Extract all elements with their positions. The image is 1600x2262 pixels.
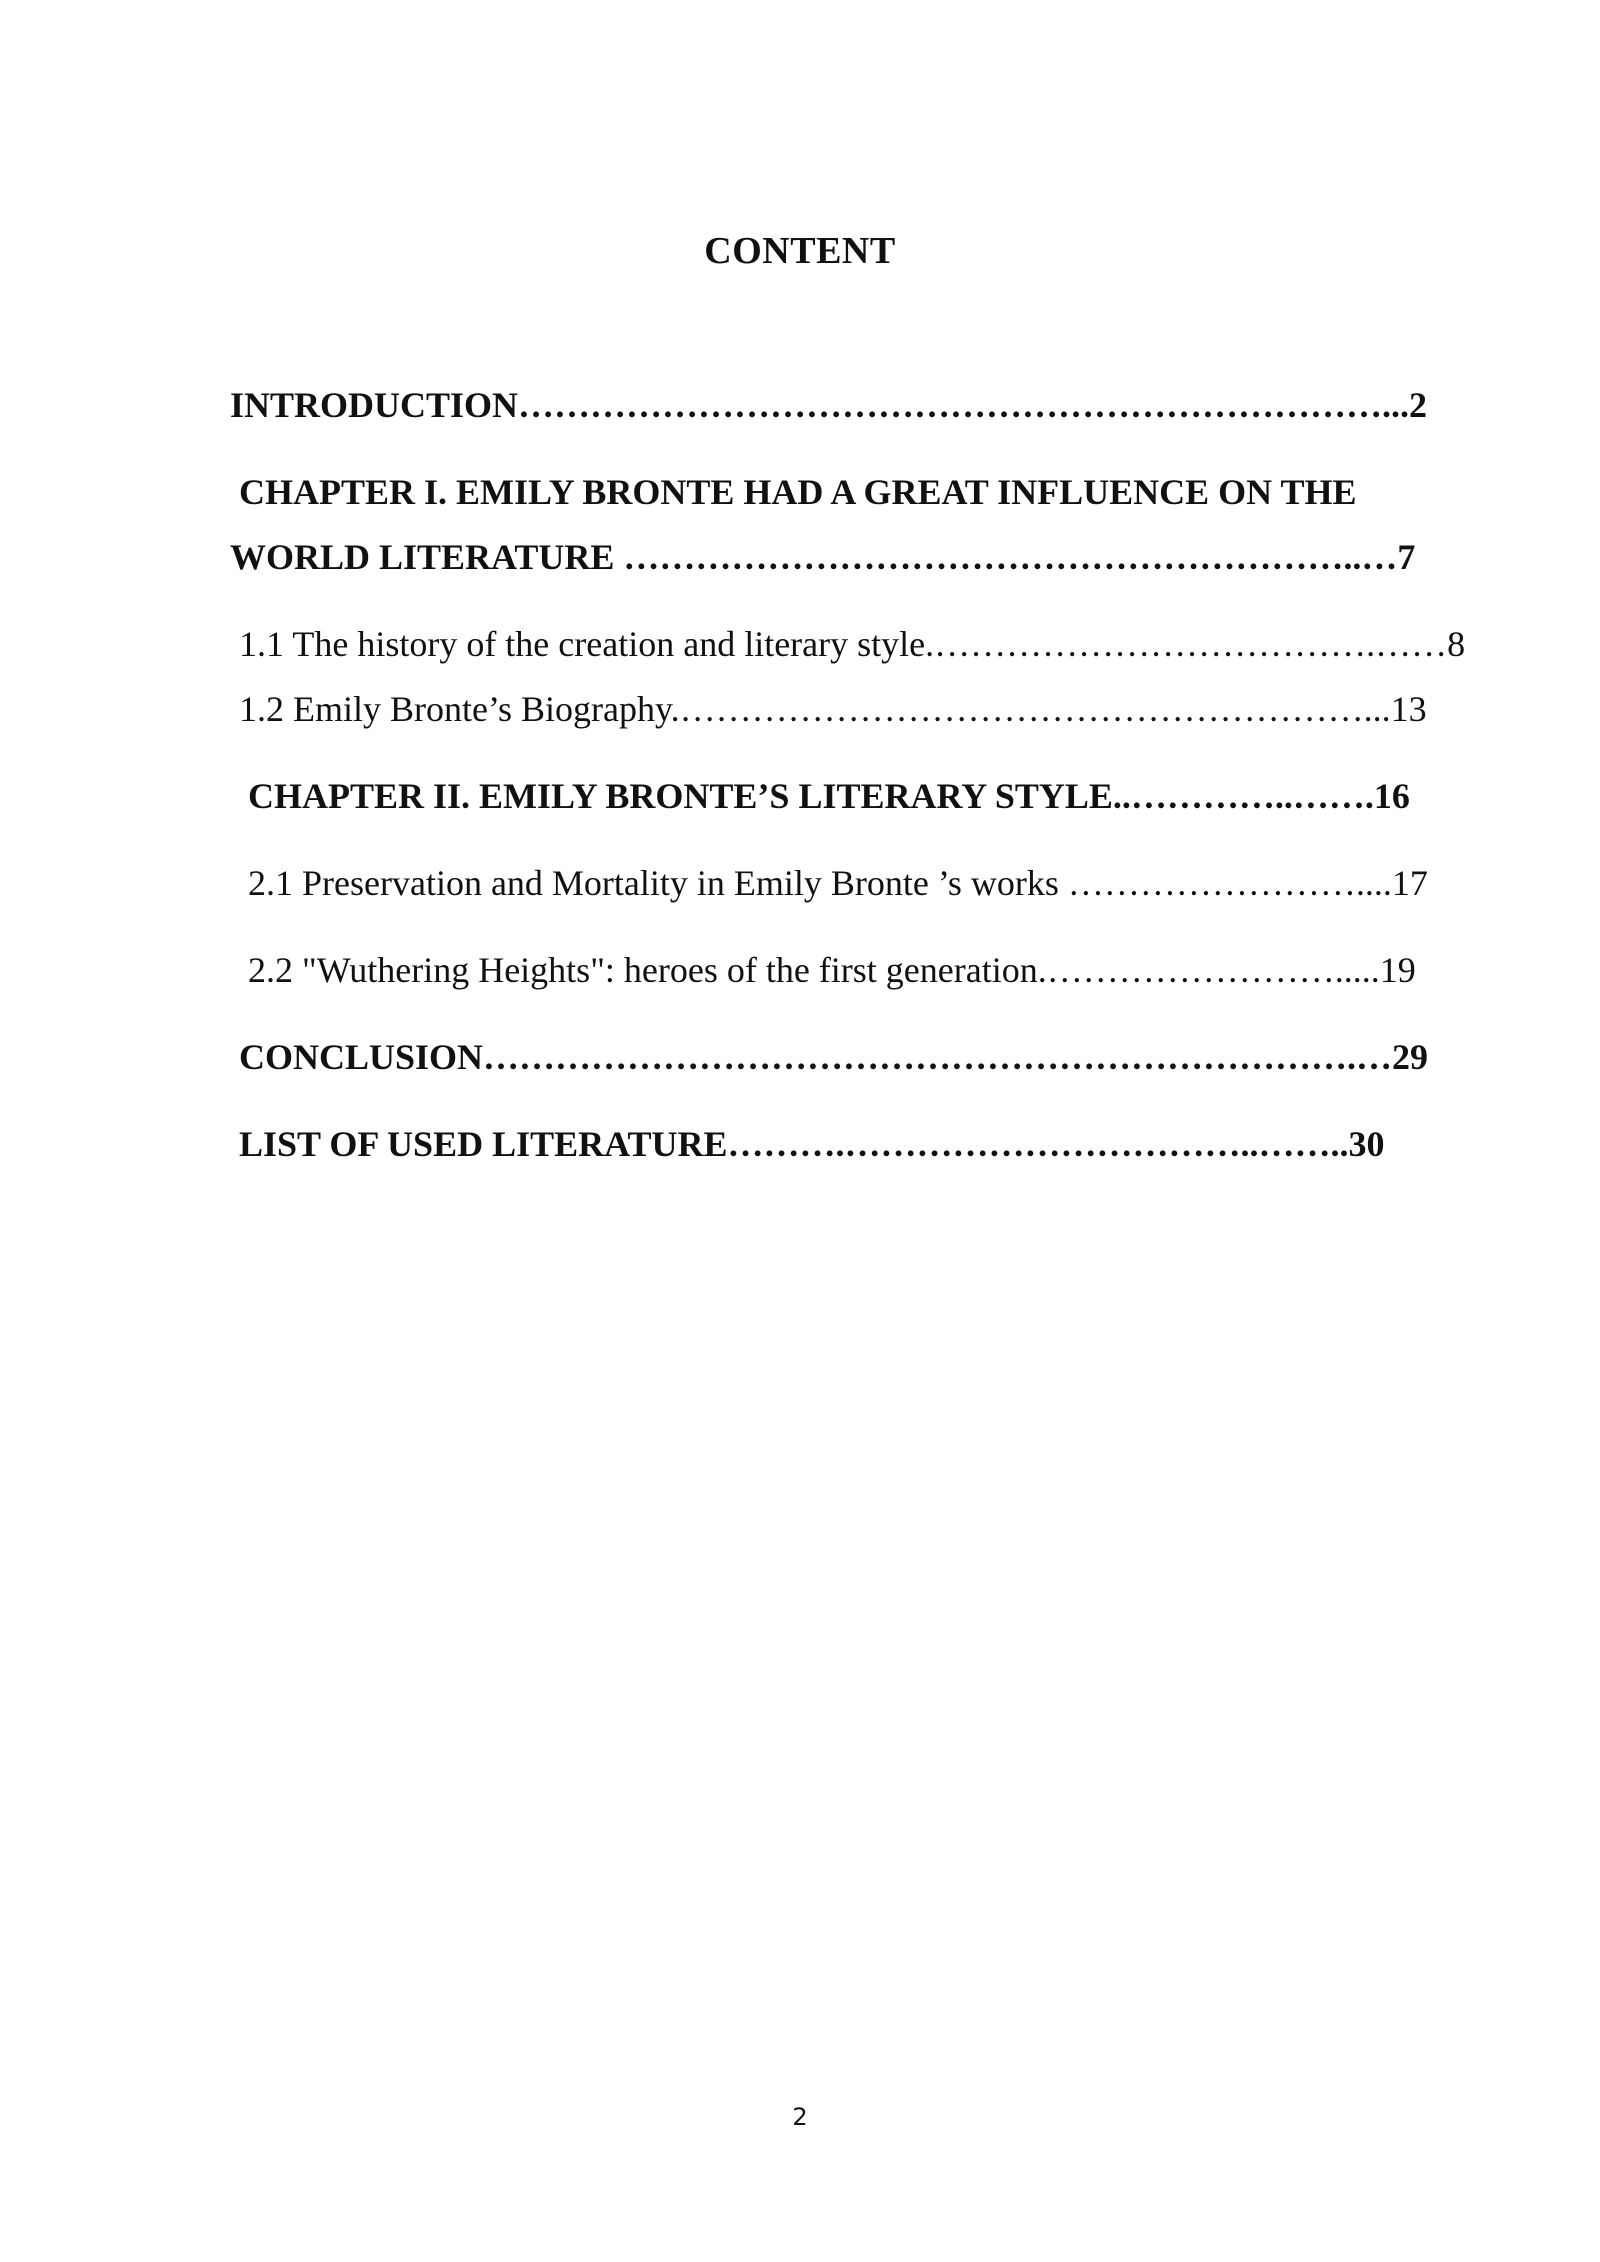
toc-introduction: INTRODUCTION………………………………………………………………...2 [230,385,1428,425]
page-number: 2 [792,2103,808,2131]
toc-chapter-1-title-line-1: CHAPTER I. EMILY BRONTE HAD A GREAT INFLUENCE ON THE [239,472,1357,512]
toc-section-2-2: 2.2 "Wuthering Heights": heroes of the first generation.…………………….....19 [248,950,1416,990]
toc-section-1-1: 1.1 The history of the creation and literary style.……………………………….……8 [239,624,1466,664]
page-title: CONTENT [704,230,896,272]
toc-conclusion: CONCLUSION……………………………………………………………….…29 [239,1037,1429,1077]
toc-chapter-2: CHAPTER II. EMILY BRONTE’S LITERARY STYLE..…………..…….16 [248,776,1410,816]
toc-section-2-1: 2.1 Preservation and Mortality in Emily Bronte ’s works ……………………....17 [248,863,1428,903]
toc-list-of-used-literature: LIST OF USED LITERATURE……….……………………………..……..30 [239,1124,1385,1164]
toc-chapter-1-title-line-2: WORLD LITERATURE ……………………………………………………..…7 [230,537,1416,577]
toc-section-1-2: 1.2 Emily Bronte’s Biography.…………………………………………………...13 [239,689,1427,729]
